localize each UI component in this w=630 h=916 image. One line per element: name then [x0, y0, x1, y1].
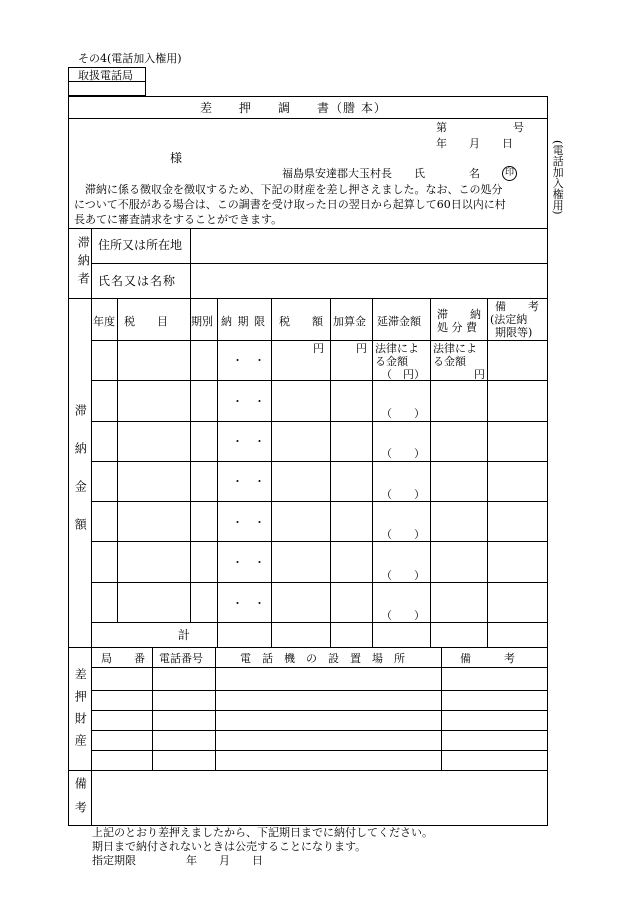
rule: [91, 298, 92, 647]
col-tax: 税 目: [124, 315, 168, 328]
yen-fee: 円: [474, 368, 485, 381]
rule: [487, 298, 488, 647]
col-location: 電 話 機 の 設 置 場 所: [240, 652, 405, 665]
col-year: 年度: [93, 315, 115, 328]
col-office: 局 番: [101, 652, 145, 665]
addressee-suffix: 様: [170, 151, 183, 165]
footer-line-2: 期日まで納付されないときは公売することになります。: [92, 840, 367, 853]
col-property-note: 備 考: [460, 652, 515, 665]
col-phone: 電話番号: [159, 652, 203, 665]
name-field[interactable]: [191, 264, 547, 298]
office-label: 取扱電話局: [78, 69, 133, 82]
col-period: 期別: [191, 315, 213, 328]
remarks-field[interactable]: [92, 771, 547, 825]
office-value-box[interactable]: [68, 81, 146, 96]
total-label: 計: [178, 628, 191, 642]
side-note: (電話加入権用): [551, 140, 565, 215]
due-date-field[interactable]: ・ ・: [232, 354, 265, 367]
taxpayer-section-label: 滞納者: [76, 236, 91, 290]
rule: [91, 690, 548, 691]
late-law-1: 法律によ: [375, 342, 419, 355]
form-label: その4(電話加入権用): [78, 52, 182, 65]
col-note-1: 備 考: [495, 300, 539, 313]
rule: [91, 421, 548, 422]
rule: [91, 541, 548, 542]
issuer: 福島県安達郡大玉村長 氏 名: [282, 167, 480, 180]
intro-line-1: 滞納に係る徴収金を徴収するため、下記の財産を差し押さえました。なお、この処分: [74, 183, 503, 196]
col-note-3: 期限等): [495, 326, 533, 339]
col-late: 延滞金額: [377, 315, 421, 328]
fee-law-1: 法律によ: [433, 342, 477, 355]
rule: [91, 461, 548, 462]
footer-line-1: 上記のとおり差押えましたから、下記期日までに納付してください。: [92, 826, 433, 839]
address-field[interactable]: [191, 229, 547, 263]
rule: [91, 622, 548, 623]
property-section-label: 差押財産: [73, 668, 88, 756]
rule: [441, 647, 442, 770]
yen-amount: 円: [313, 342, 324, 355]
rule: [430, 298, 431, 647]
rule: [68, 298, 548, 299]
rule: [91, 647, 92, 770]
rule: [117, 298, 118, 622]
rule: [215, 647, 216, 770]
late-law-2: る金額: [375, 355, 408, 368]
rule: [330, 298, 331, 647]
due-date-field[interactable]: ・ ・: [232, 597, 265, 610]
remarks-section-label: 備考: [73, 777, 88, 825]
deadline-label: 指定期限: [92, 854, 136, 867]
seal-icon: 印: [502, 166, 517, 181]
late-law-3: （ 円）: [381, 368, 425, 381]
due-date-field[interactable]: ・ ・: [232, 516, 265, 529]
date-line: 年 月 日: [436, 137, 513, 150]
rule: [68, 647, 548, 648]
rule: [91, 710, 548, 711]
rule: [372, 298, 373, 647]
col-note-2: (法定納: [490, 313, 528, 326]
arrears-section-label: 滞納金額: [73, 404, 88, 556]
col-fee-1: 滞 納: [437, 308, 481, 321]
rule: [91, 340, 548, 341]
deadline-date: 年 月 日: [186, 854, 263, 867]
due-date-field[interactable]: ・ ・: [232, 475, 265, 488]
late-paren: （ ）: [381, 447, 425, 460]
intro-line-2: について不服がある場合は、この調書を受け取った日の翌日から起算して60日以内に村: [74, 198, 506, 211]
rule: [91, 750, 548, 751]
intro-line-3: 長あてに審査請求をすることができます。: [74, 213, 283, 226]
fee-law-2: る金額: [433, 355, 466, 368]
rule: [91, 730, 548, 731]
address-label: 住所又は所在地: [98, 238, 183, 252]
col-fee-2: 処 分 費: [437, 321, 477, 334]
col-due: 納 期 限: [221, 315, 266, 328]
rule: [68, 118, 548, 119]
late-paren: （ ）: [381, 528, 425, 541]
due-date-field[interactable]: ・ ・: [232, 395, 265, 408]
rule: [217, 298, 218, 647]
late-paren: （ ）: [381, 407, 425, 420]
rule: [91, 667, 548, 668]
rule: [91, 582, 548, 583]
yen-addtax: 円: [356, 342, 367, 355]
due-date-field[interactable]: ・ ・: [232, 435, 265, 448]
col-addtax: 加算金: [333, 315, 366, 328]
late-paren: （ ）: [381, 569, 425, 582]
document-title: 差 押 調 書（謄 本）: [200, 101, 387, 115]
number-line: 第 号: [436, 121, 524, 134]
late-paren: （ ）: [381, 488, 425, 501]
rule: [152, 647, 153, 770]
due-date-field[interactable]: ・ ・: [232, 556, 265, 569]
late-paren: （ ）: [381, 609, 425, 622]
col-amount: 税 額: [279, 315, 323, 328]
rule: [271, 298, 272, 647]
rule: [91, 501, 548, 502]
name-label: 氏名又は名称: [98, 274, 177, 288]
rule: [190, 298, 191, 622]
